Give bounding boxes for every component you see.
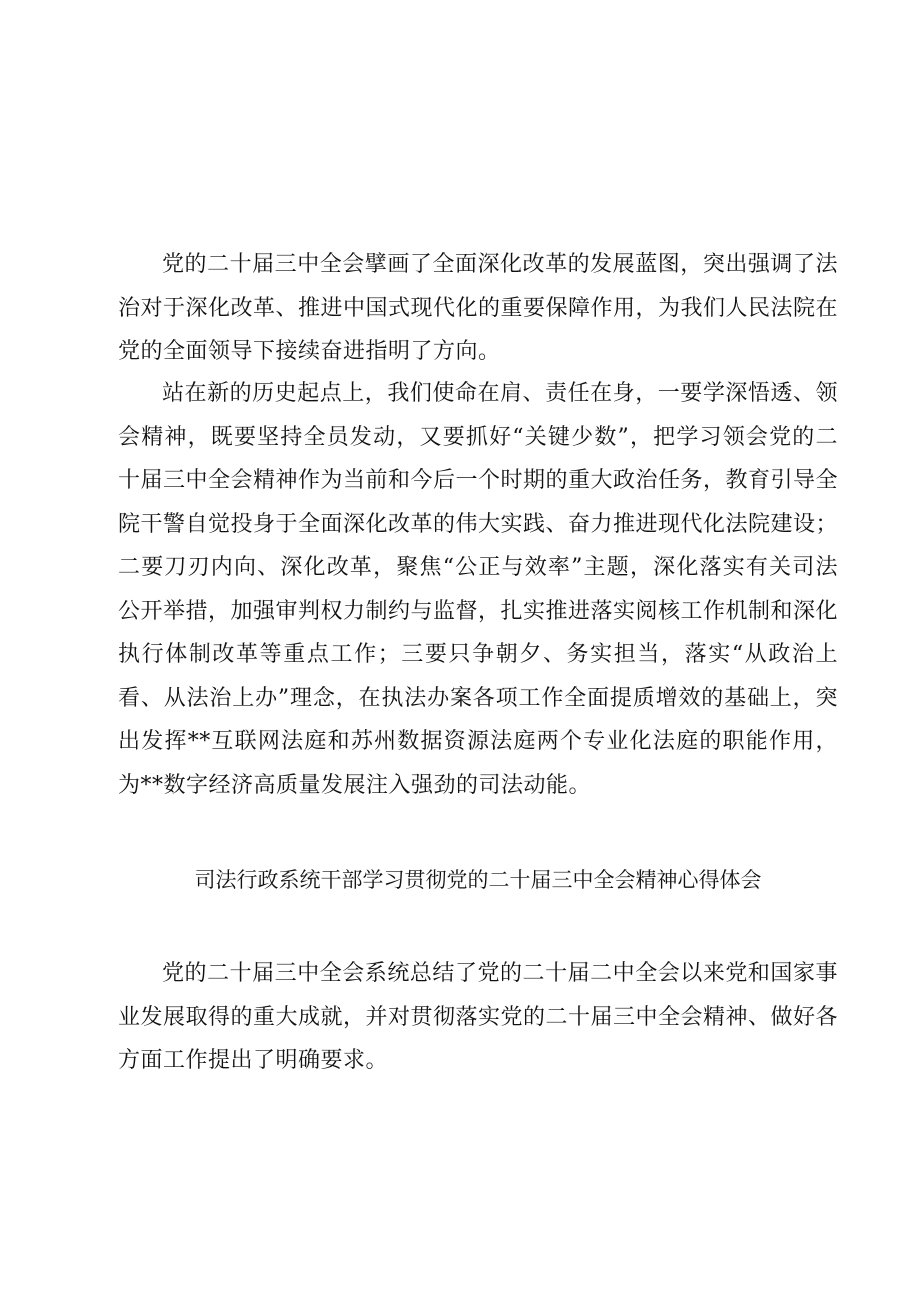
section-title: 司法行政系统干部学习贯彻党的二十届三中全会精神心得体会 [194, 868, 762, 892]
paragraph-plenum-summary: 党的二十届三中全会系统总结了党的二十届二中全会以来党和国家事业发展取得的重大成就，并对贯彻落实党的二十届三中全会精神、做好各方面工作提出了明确要求。 [118, 961, 839, 1073]
paragraph-reform-blueprint: 党的二十届三中全会擘画了全面深化改革的发展蓝图，突出强调了法治对于深化改革、推进中国式现代化的重要保障作用，为我们人民法院在党的全面领导下接续奋进指明了方向。 [118, 252, 839, 364]
paragraph-mission-tasks: 站在新的历史起点上，我们使命在肩、责任在身，一要学深悟透、领会精神，既要坚持全员发动，又要抓好“关键少数”，把学习领会党的二十届三中全会精神作为当前和今后一个时期的重大政治任务，教育引导全院干警自觉投身于全面深化改革的伟大实践、奋力推进现代化法院建设；二要刀刃内向、深化改革，聚焦“公正与效率”主题，深化落实有关司法公开举措，加强审判权力制约与监督，扎实推进落实阅核工作机制和深化执行体制改革等重点工作；三要只争朝夕、务实担当，落实“从政治上看、从法治上办”理念，在执法办案各项工作全面提质增效的基础上，突出发挥**互联网法庭和苏州数据资源法庭两个专业化法庭的职能作用，为**数字经济高质量发展注入强劲的司法动能。 [118, 381, 839, 798]
